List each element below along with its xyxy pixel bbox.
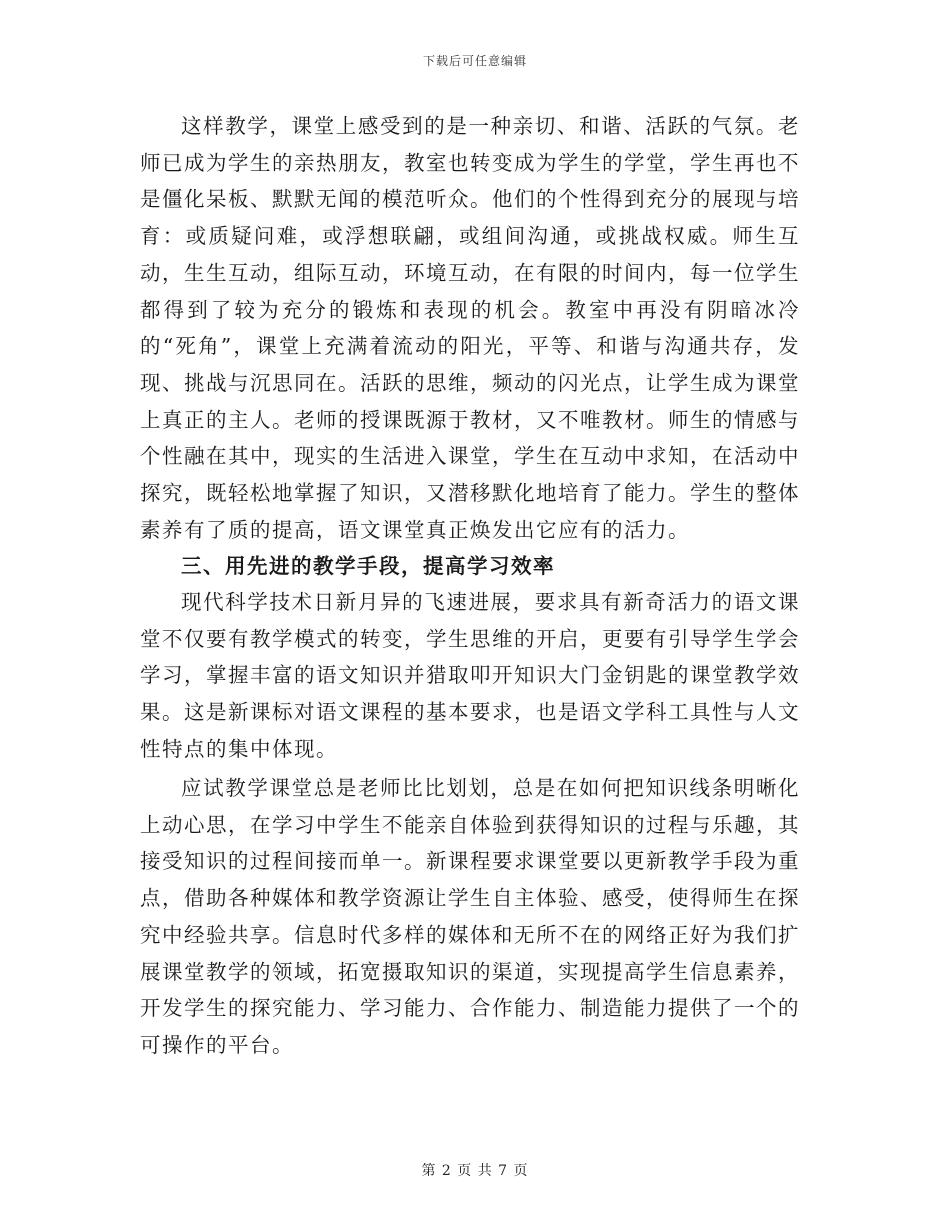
paragraph-classroom-atmosphere: 这样教学，课堂上感受到的是一种亲切、和谐、活跃的气氛。老师已成为学生的亲热朋友，教室也转变成为学生的学堂，学生再也不是僵化呆板、默默无闻的模范听众。他们的个性得到充分的展现与培育：或质疑问难，或浮想联翩，或组间沟通，或挑战权威。师生互动，生生互动，组际互动，环境互动，在有限的时间内，每一位学生都得到了较为充分的锻炼和表现的机会。教室中再没有阴暗冰冷的“死角”，课堂上充满着流动的阳光，平等、和谐与沟通共存，发现、挑战与沉思同在。活跃的思维，频动的闪光点，让学生成为课堂上真正的主人。老师的授课既源于教材，又不唯教材。师生的情感与个性融在其中，现实的生活进入课堂，学生在互动中求知，在活动中探究，既轻松地掌握了知识，又潜移默化地培育了能力。学生的整体素养有了质的提高，语文课堂真正焕发出它应有的活力。	[140, 114, 800, 542]
section-heading-3: 三、用先进的教学手段，提高学习效率	[181, 554, 555, 578]
header-note: 下载后可任意编辑	[422, 54, 527, 68]
paragraph-modern-technology: 现代科学技术日新月异的飞速进展，要求具有新奇活力的语文课堂不仅要有教学模式的转变，学生思维的开启，更要有引导学生学会学习，掌握丰富的语文知识并猎取叩开知识大门金钥匙的课堂教学效果。这是新课标对语文课程的基本要求，也是语文学科工具性与人文性特点的集中体现。	[140, 590, 800, 761]
paragraph-exam-teaching: 应试教学课堂总是老师比比划划，总是在如何把知识线条明晰化上动心思，在学习中学生不能亲自体验到获得知识的过程与乐趣，其接受知识的过程间接而单一。新课程要求课堂要以更新教学手段为重点，借助各种媒体和教学资源让学生自主体验、感受，使得师生在探究中经验共享。信息时代多样的媒体和无所不在的网络正好为我们扩展课堂教学的领域，拓宽摄取知识的渠道，实现提高学生信息素养，开发学生的探究能力、学习能力、合作能力、制造能力提供了一个的可操作的平台。	[140, 776, 800, 1057]
page-number: 第 2 页 共 7 页	[421, 1163, 529, 1179]
document-body	[140, 108, 800, 1064]
